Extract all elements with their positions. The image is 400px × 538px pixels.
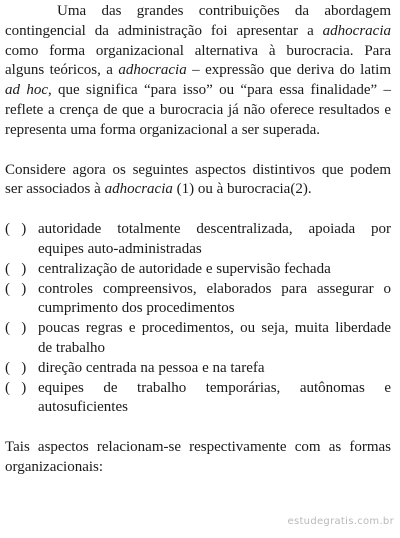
intro-paragraph xyxy=(5,2,391,141)
item-text: direção centrada na pessoa e na tarefa xyxy=(38,359,265,376)
term-ad-hoc: ad hoc xyxy=(5,82,48,99)
item-marker: ( ) xyxy=(5,320,27,337)
term-adhocracia-2: adhocracia xyxy=(118,62,187,79)
instruction-text-2: (1) ou à burocracia(2). xyxy=(172,181,312,198)
intro-text-4: , que significa “para isso” ou “para essa finalidade” – reflete a crença de que a burocracia já não oferece resultados e representa uma forma organizacional a ser superada. xyxy=(5,82,391,138)
item-text: equipes de trabalho temporárias, autônomas e autosuficientes xyxy=(38,379,391,416)
intro-text-3: – expressão que deriva do latim xyxy=(186,62,391,79)
item-text: autoridade totalmente descentralizada, apoiada por equipes auto-administradas xyxy=(38,221,391,257)
list-item xyxy=(5,220,391,260)
site-watermark: estudegratis.com.br xyxy=(287,516,394,528)
item-marker: ( ) xyxy=(5,221,27,238)
term-adhocracia-3: adhocracia xyxy=(104,181,173,198)
item-text: controles compreensivos, elaborados para assegurar o cumprimento dos procedimentos xyxy=(38,280,391,317)
instruction-paragraph xyxy=(5,161,391,201)
question-body xyxy=(5,2,391,478)
item-marker: ( ) xyxy=(5,379,27,396)
intro-text-2: como forma organizacional alternativa à burocracia. Para alguns teóricos, a xyxy=(5,42,391,79)
item-text: poucas regras e procedimentos, ou seja, muita liberdade de trabalho xyxy=(38,320,391,356)
list-item xyxy=(5,379,391,419)
item-marker: ( ) xyxy=(5,280,27,297)
item-marker: ( ) xyxy=(5,359,27,376)
closing-paragraph: Tais aspectos relacionam-se respectivamente com as formas organizacionais: xyxy=(5,439,391,475)
item-marker: ( ) xyxy=(5,260,27,277)
list-item xyxy=(5,359,391,379)
item-text: centralização de autoridade e supervisão fechada xyxy=(38,260,331,277)
intro-text-1: Uma das grandes contribuições da abordagem contingencial da administração foi apresentar a xyxy=(5,3,391,39)
list-item xyxy=(5,319,391,359)
term-adhocracia-1: adhocracia xyxy=(322,22,391,39)
list-item xyxy=(5,260,391,280)
instruction-text-1: Considere agora os seguintes aspectos distintivos que podem ser associados à xyxy=(5,161,391,198)
list-item xyxy=(5,280,391,320)
